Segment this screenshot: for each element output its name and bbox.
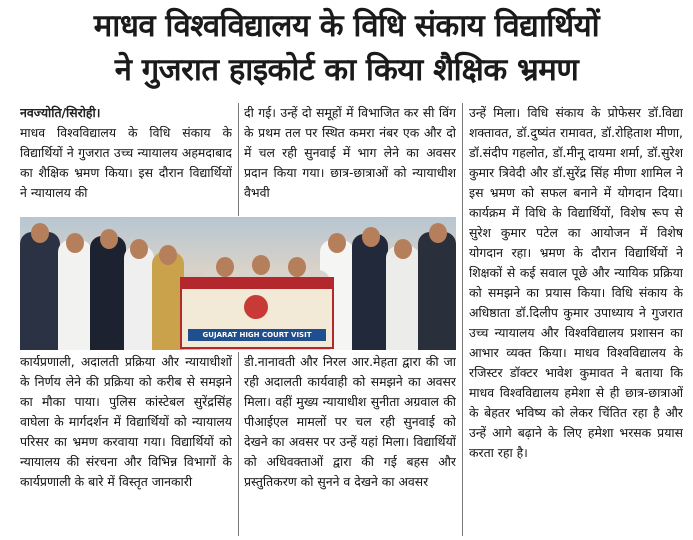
- article-text: उन्हें मिला। विधि संकाय के प्रोफेसर डॉ.विद्या शक्तावत, डॉ.दुष्यंत रामावत, डॉ.रोहिताश मीणा, डॉ.संदीप गहलोत, डॉ.मीनू दायमा शर्मा, डॉ.सुरेश कुमार त्रिवेदी और डॉ.सुरेंद्र सिंह मीणा शामिल ने इस भ्रमण को सफल बनाने में योगदान दिया। कार्यक्रम में विधि के विद्यार्थियों, विशेष रूप से सुरेश कुमार पटेल का आयोजन में विशेष योगदान रहा। भ्रमण के दौरान विद्यार्थियों ने शिक्षकों से कई सवाल पूछे और न्यायिक प्रक्रिया को समझने का प्रयास किया। विधि संकाय के अधिष्ठाता डॉ.दिलीप कुमार उपाध्याय ने गुजरात उच्च न्यायालय और विश्वविद्यालय प्रशासन का आभार व्यक्त किया। माधव विश्वविद्यालय के रजिस्टर डॉक्टर भावेश कुमावत ने बताया कि माधव विश्वविद्यालय हमेशा से ही छात्र-छात्राओं के बेहतर भविष्य को लेकर चिंतित रहा है और उन्हें आगे बढ़ाने के लिए हमेशा भरसक प्रयास करता रहा है।: [469, 105, 683, 460]
- group-photo: [20, 217, 456, 350]
- article-column-middle-top: [244, 103, 456, 215]
- university-banner: [180, 277, 334, 349]
- banner-text: GUJARAT HIGH COURT VISIT: [188, 329, 326, 341]
- article-text: डी.नानावती और निरल आर.मेहता द्वारा की जा रही अदालती कार्यवाही को समझने का अवसर मिला। वहीं मुख्य न्यायाधीश सुनीता अग्रवाल की पीआईएल मामलों पर चल रही सुनवाई को देखने का अवसर पर उन्हें यहां मिला। विद्यार्थियों को अधिवक्ताओं द्वारा की गई बहस और प्रस्तुतिकरण को सुनने व देखने का अवसर: [244, 354, 456, 489]
- column-divider: [238, 103, 239, 216]
- article-text: माधव विश्वविद्यालय के विधि संकाय के विद्यार्थियों ने गुजरात उच्च न्यायालय अहमदाबाद का शैक्षिक भ्रमण किया। इस दौरान विद्यार्थियों ने न्यायालय की: [20, 125, 232, 200]
- article-column-left-top: [20, 103, 232, 215]
- headline-line-1: माधव विश्वविद्यालय के विधि संकाय विद्यार्थियों: [93, 8, 600, 44]
- column-divider: [238, 352, 239, 536]
- article-column-left-bottom: [20, 352, 232, 536]
- headline: [6, 4, 687, 92]
- scales-emblem-icon: [244, 295, 268, 319]
- headline-line-2: ने गुजरात हाइकोर्ट का किया शैक्षिक भ्रमण: [114, 52, 579, 88]
- dateline: नवज्योति/सिरोही।: [20, 105, 101, 120]
- article-column-right: [469, 103, 683, 535]
- article-column-middle-bottom: [244, 352, 456, 536]
- column-divider: [462, 103, 463, 536]
- article-text: दी गई। उन्हें दो समूहों में विभाजित कर सी विंग के प्रथम तल पर स्थित कमरा नंबर एक और दो में चल रही सुनवाई में भाग लेने का अवसर प्रदान किया गया। छात्र-छात्राओं को न्यायाधीश वैभवी: [244, 105, 456, 200]
- article-text: कार्यप्रणाली, अदालती प्रक्रिया और न्यायाधीशों के निर्णय लेने की प्रक्रिया को करीब से समझने का मौका पाया। पुलिस कांस्टेबल सुरेंद्रसिंह वाघेला के मार्गदर्शन में विद्यार्थियों को न्यायालय परिसर का भ्रमण करवाया गया। विद्यार्थियों को न्यायालय की संरचना और विभिन्न विभागों के कार्यप्रणाली के बारे में विस्तृत जानकारी: [20, 354, 232, 489]
